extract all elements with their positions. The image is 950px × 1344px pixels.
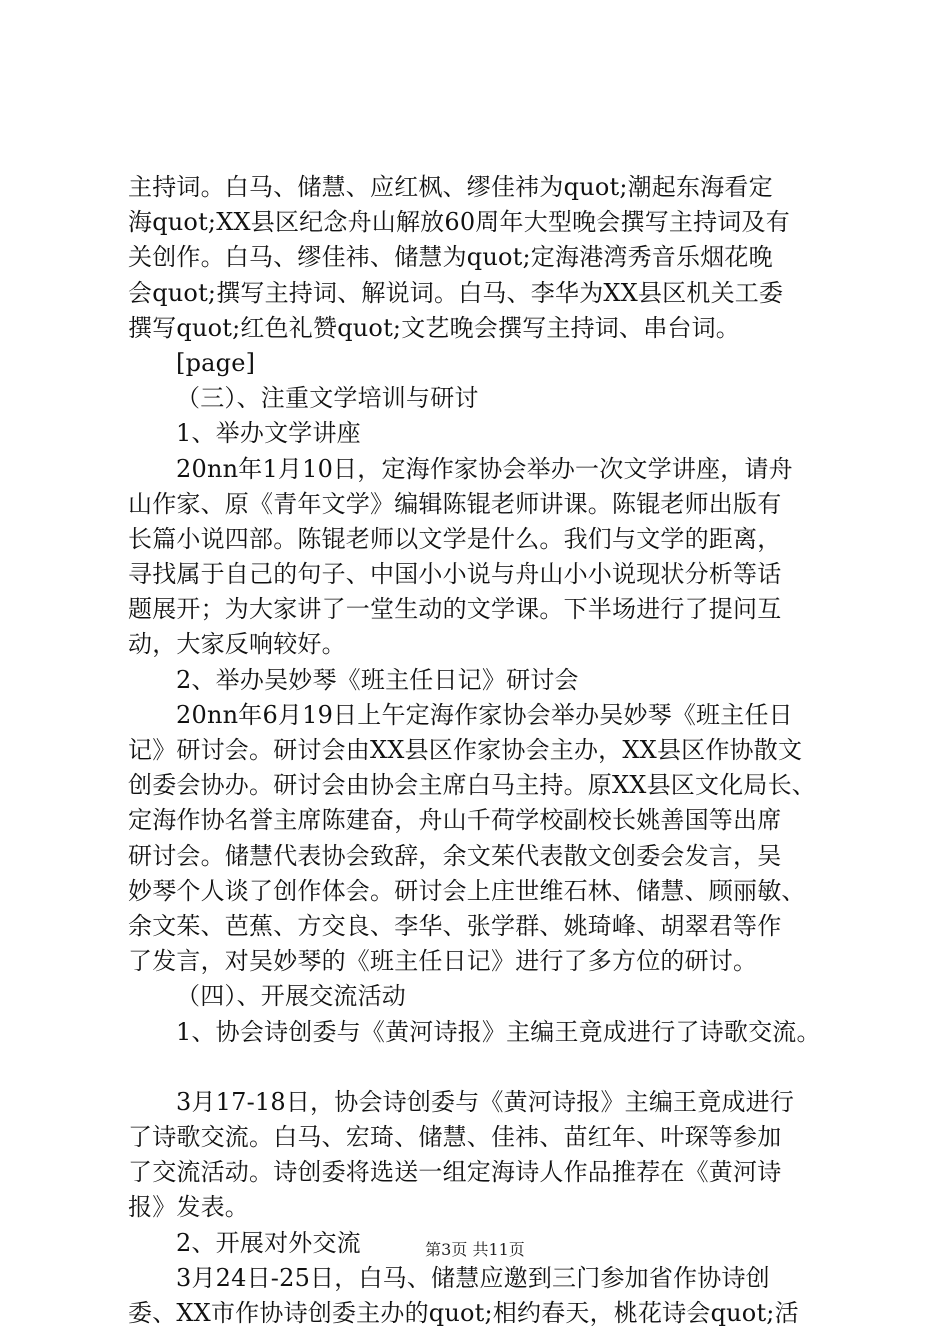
text-line: 了诗歌交流。白马、宏琦、储慧、佳祎、苗红年、叶琛等参加: [128, 1123, 782, 1152]
text-line: 动，大家反响较好。: [128, 630, 346, 659]
text-line: 20nn年6月19日上午定海作家协会举办吴妙琴《班主任日: [176, 700, 793, 729]
text-line: 2、开展对外交流: [176, 1228, 361, 1257]
document-body: [128, 170, 858, 1331]
blank-line: [128, 1050, 858, 1085]
text-line: 撰写quot;红色礼赞quot;文艺晚会撰写主持词、串台词。: [128, 313, 740, 342]
page-footer: 第3页 共11页: [425, 1240, 525, 1259]
text-line: 定海作协名誉主席陈建奋，舟山千荷学校副校长姚善国等出席: [128, 806, 782, 835]
text-line: 长篇小说四部。陈锟老师以文学是什么。我们与文学的距离，: [128, 524, 782, 553]
text-line: 20nn年1月10日，定海作家协会举办一次文学讲座，请舟: [176, 454, 793, 483]
text-line: （三）、注重文学培训与研讨: [176, 384, 479, 413]
text-line: 1、举办文学讲座: [176, 419, 361, 448]
text-line: 余文茱、芭蕉、方交良、李华、张学群、姚琦峰、胡翠君等作: [128, 911, 782, 940]
text-line: 会quot;撰写主持词、解说词。白马、李华为XX县区机关工委: [128, 278, 784, 307]
text-line: 题展开；为大家讲了一堂生动的文学课。下半场进行了提问互: [128, 595, 782, 624]
text-line: 3月17-18日，协会诗创委与《黄河诗报》主编王竟成进行: [176, 1087, 795, 1116]
text-line: 记》研讨会。研讨会由XX县区作家协会主办，XX县区作协散文: [128, 736, 803, 764]
text-line: 关创作。白马、缪佳祎、储慧为quot;定海港湾秀音乐烟花晚: [128, 243, 773, 272]
text-line: 2、举办吴妙琴《班主任日记》研讨会: [176, 665, 579, 694]
text-line: 研讨会。储慧代表协会致辞，余文茱代表散文创委会发言，吴: [128, 841, 782, 870]
text-line: 主持词。白马、储慧、应红枫、缪佳祎为quot;潮起东海看定: [128, 173, 773, 201]
text-line: （四）、开展交流活动: [176, 982, 406, 1011]
text-line: 了交流活动。诗创委将选送一组定海诗人作品推荐在《黄河诗: [128, 1158, 782, 1187]
text-line: 妙琴个人谈了创作体会。研讨会上庄世维石林、储慧、顾丽敏、: [128, 876, 806, 905]
text-line: 报》发表。: [128, 1193, 249, 1222]
text-line: 了发言，对吴妙琴的《班主任日记》进行了多方位的研讨。: [128, 947, 758, 976]
text-line: 山作家、原《青年文学》编辑陈锟老师讲课。陈锟老师出版有: [128, 489, 782, 518]
text-line: [page]: [176, 348, 256, 377]
text-line: 寻找属于自己的句子、中国小小说与舟山小小说现状分析等话: [128, 560, 782, 589]
text-line: 委、XX市作协诗创委主办的quot;相约春天，桃花诗会quot;活: [128, 1299, 799, 1327]
text-line: 创委会协办。研讨会由协会主席白马主持。原XX县区文化局长、: [128, 771, 816, 800]
text-line: 3月24日-25日，白马、储慧应邀到三门参加省作协诗创: [176, 1263, 770, 1292]
text-line: 1、协会诗创委与《黄河诗报》主编王竟成进行了诗歌交流。: [176, 1017, 821, 1046]
text-line: 海quot;XX县区纪念舟山解放60周年大型晚会撰写主持词及有: [128, 208, 790, 237]
